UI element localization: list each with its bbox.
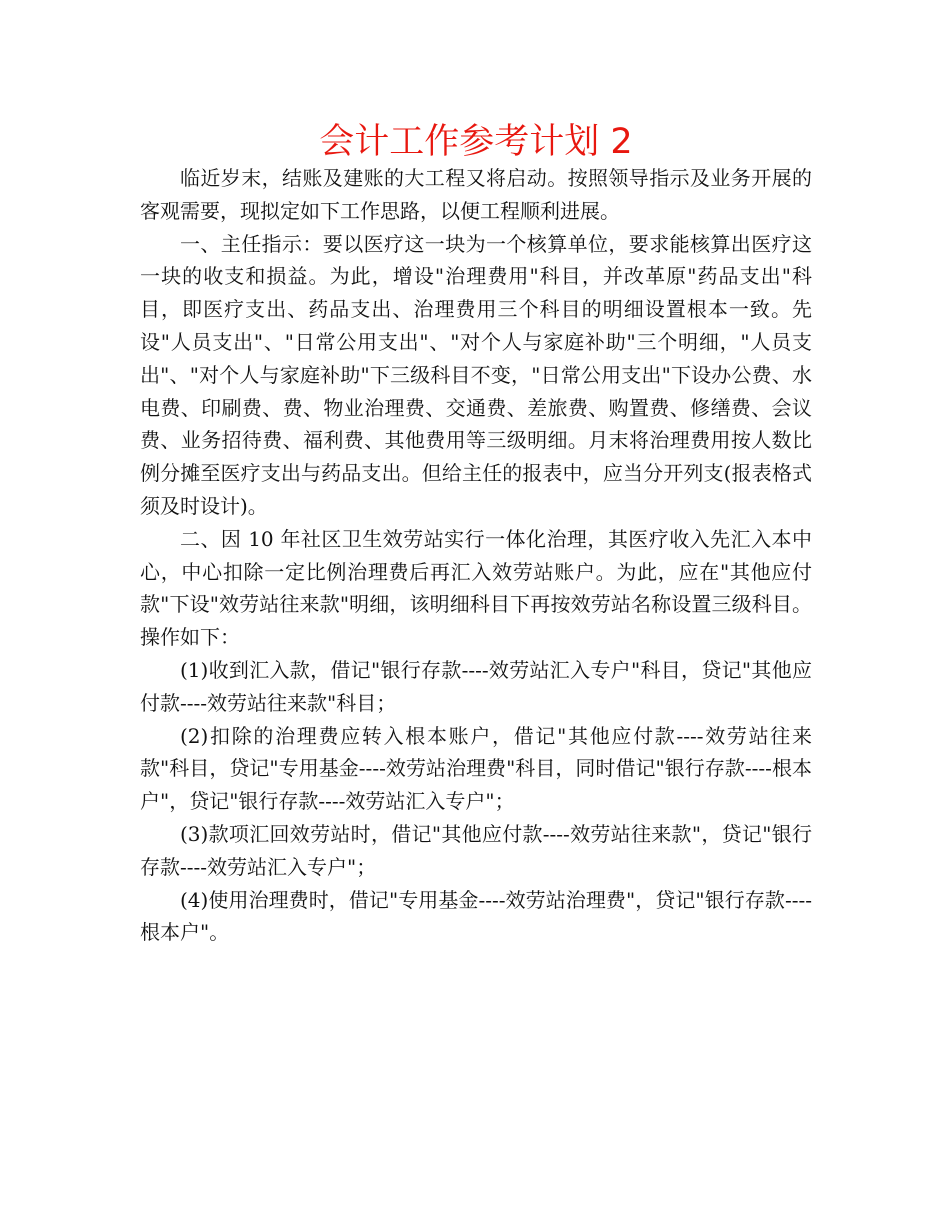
paragraph-step-4: (4)使用治理费时，借记"专用基金----效劳站治理费"，贷记"银行存款----根本户"。 bbox=[140, 887, 812, 945]
paragraph-section-1: 一、主任指示：要以医疗这一块为一个核算单位，要求能核算出医疗这一块的收支和损益。为此，增设"治理费用"科目，并改革原"药品支出"科目，即医疗支出、药品支出、治理费用三个科目的明细设置根本一致。先设"人员支出"、"日常公用支出"、"对个人与家庭补助"三个明细，"人员支出"、"对个人与家庭补助"下三级科目不变，"日常公用支出"下设办公费、水电费、印刷费、费、物业治理费、交通费、差旅费、购置费、修缮费、会议费、业务招待费、福利费、其他费用等三级明细。月末将治理费用按人数比例分摊至医疗支出与药品支出。但给主任的报表中，应当分开列支(报表格式须及时设计)。 bbox=[140, 231, 812, 518]
paragraph-step-1: (1)收到汇入款，借记"银行存款----效劳站汇入专户"科目，贷记"其他应付款----效劳站往来款"科目； bbox=[140, 657, 812, 715]
document-title: 会计工作参考计划 2 bbox=[319, 122, 633, 162]
paragraph-section-2: 二、因 10 年社区卫生效劳站实行一体化治理，其医疗收入先汇入本中心，中心扣除一定比例治理费后再汇入效劳站账户。为此，应在"其他应付款"下设"效劳站往来款"明细，该明细科目下再按效劳站名称设置三级科目。操作如下： bbox=[140, 526, 812, 650]
paragraph-step-3: (3)款项汇回效劳站时，借记"其他应付款----效劳站往来款"，贷记"银行存款----效劳站汇入专户"； bbox=[140, 821, 812, 879]
document-page bbox=[140, 118, 812, 949]
paragraph-intro: 临近岁末，结账及建账的大工程又将启动。按照领导指示及业务开展的客观需要，现拟定如下工作思路，以便工程顺利进展。 bbox=[140, 166, 812, 223]
paragraph-step-2: (2)扣除的治理费应转入根本账户，借记"其他应付款----效劳站往来款"科目，贷记"专用基金----效劳站治理费"科目，同时借记"银行存款----根本户"，贷记"银行存款----效劳站汇入专户"； bbox=[140, 723, 812, 814]
